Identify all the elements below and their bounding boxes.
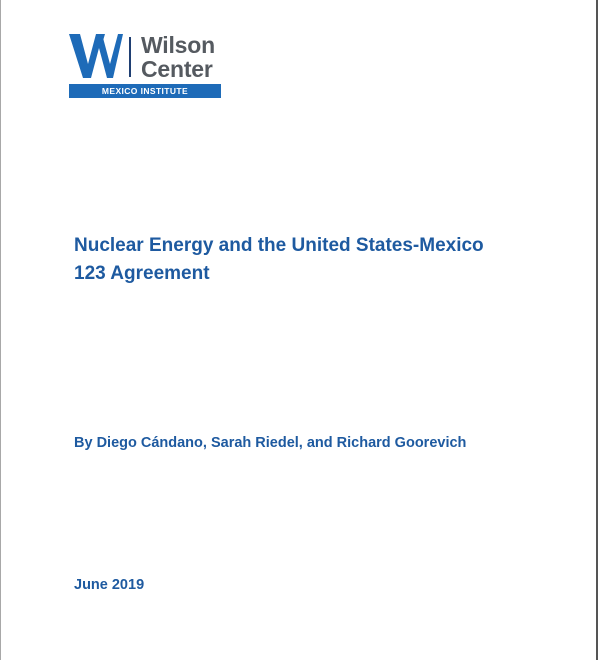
document-date: June 2019: [74, 577, 145, 593]
logo-institute-band: MEXICO INSTITUTE: [69, 84, 221, 98]
document-title: Nuclear Energy and the United States-Mexico 123 Agreement: [74, 235, 484, 284]
document-authors: By Diego Cándano, Sarah Riedel, and Richard Goorevich: [74, 435, 467, 451]
wilson-w-icon: [69, 34, 123, 78]
logo-wordmark-line2: Center: [141, 56, 213, 82]
logo-divider: [129, 37, 131, 77]
logo-wordmark-line1: Wilson: [141, 32, 215, 58]
wilson-center-logo: [69, 34, 221, 98]
logo-wordmark: [141, 33, 215, 81]
